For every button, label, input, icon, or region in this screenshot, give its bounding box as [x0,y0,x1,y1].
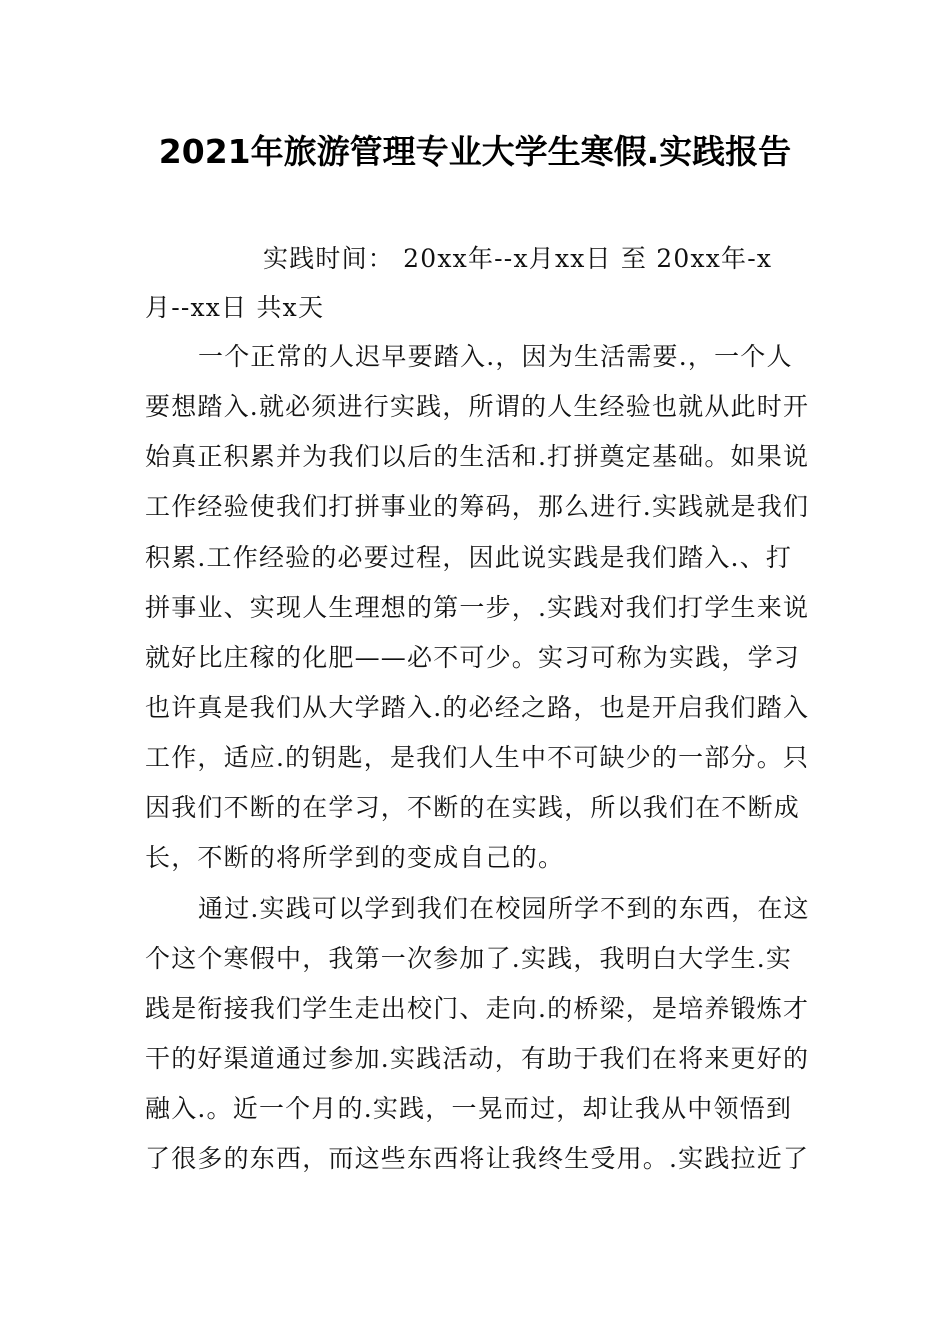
paragraph-line: 个这个寒假中，我第一次参加了.实践，我明白大学生.实 [145,944,793,973]
paragraph-line: 干的好渠道通过参加.实践活动，有助于我们在将来更好的 [145,1044,810,1073]
paragraph-line: 工作经验使我们打拼事业的筹码，那么进行.实践就是我们 [145,492,810,521]
paragraph-line: 也许真是我们从大学踏入.的必经之路，也是开启我们踏入 [145,693,810,722]
paragraph-line: 拼事业、实现人生理想的第一步，.实践对我们打学生来说 [145,593,810,622]
paragraph-line: 要想踏入.就必须进行实践，所谓的人生经验也就从此时开 [145,392,810,421]
practice-time-line: 实践时间： 20xx年--x月xx日 至 20xx年-x [263,244,773,273]
document-title: 2021年旅游管理专业大学生寒假.实践报告 [158,132,792,171]
paragraph-line: 就好比庄稼的化肥——必不可少。实习可称为实践，学习 [145,643,801,672]
paragraph-line: 一个正常的人迟早要踏入.，因为生活需要.，一个人 [198,342,793,371]
paragraph-line: 了很多的东西，而这些东西将让我终生受用。.实践拉近了 [145,1144,810,1173]
paragraph-line: 工作，适应.的钥匙，是我们人生中不可缺少的一部分。只 [145,743,810,772]
paragraph-line: 融入.。近一个月的.实践，一晃而过，却让我从中领悟到 [145,1094,793,1123]
paragraph-line: 践是衔接我们学生走出校门、走向.的桥梁，是培养锻炼才 [145,994,810,1023]
practice-time-line-cont: 月--xx日 共x天 [145,293,325,322]
paragraph-line: 始真正积累并为我们以后的生活和.打拼奠定基础。如果说 [145,442,810,471]
paragraph-line: 长，不断的将所学到的变成自己的。 [145,843,565,872]
paragraph-line: 通过.实践可以学到我们在校园所学不到的东西，在这 [198,894,810,923]
paragraph-line: 积累.工作经验的必要过程，因此说实践是我们踏入.、打 [145,543,793,572]
paragraph-line: 因我们不断的在学习，不断的在实践，所以我们在不断成 [145,793,801,822]
